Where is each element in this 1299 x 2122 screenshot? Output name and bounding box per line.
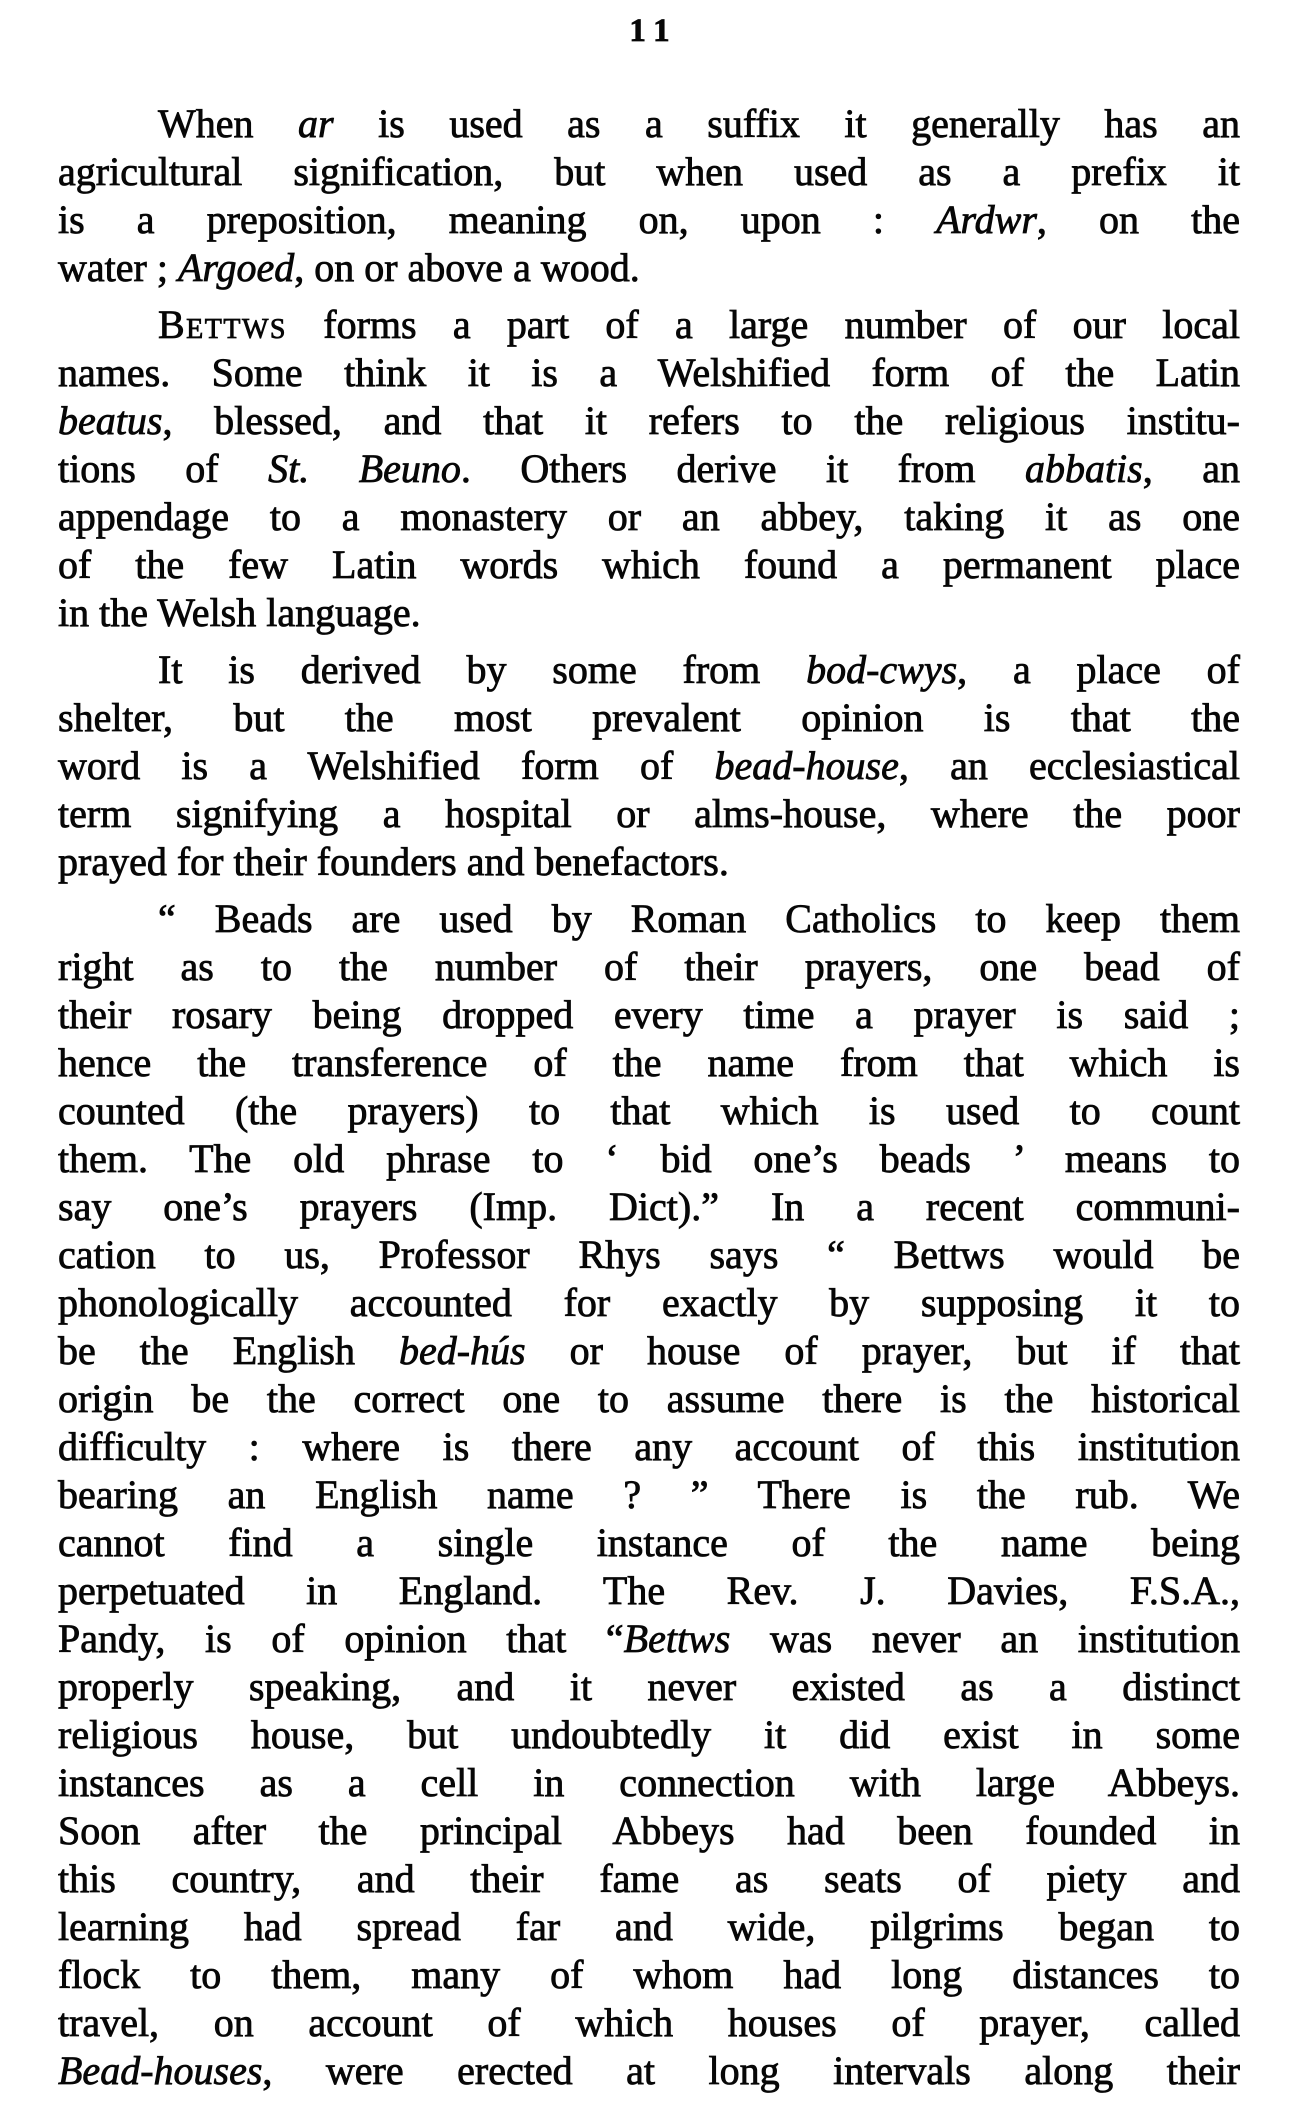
body-text: cannot find a single instance of the name being: [58, 1520, 1240, 1565]
body-text: water ;: [58, 245, 178, 290]
body-text: Pandy, is of opinion that “: [58, 1616, 624, 1661]
text-line: [58, 895, 1240, 943]
body-text: , on the: [1036, 197, 1241, 242]
body-text: them. The old phrase to ‘ bid one’s beads ’ means to: [58, 1136, 1240, 1181]
text-line: [58, 148, 1240, 196]
body-text: counted (the prayers) to that which is used to count: [58, 1088, 1240, 1133]
text-line: [58, 1183, 1240, 1231]
text-line: [58, 1135, 1240, 1183]
text-line: [58, 1759, 1240, 1807]
text-line: [58, 1999, 1240, 2047]
italic-text: Ardwr: [936, 197, 1037, 242]
text-line: [58, 397, 1240, 445]
text-line: [58, 1951, 1240, 1999]
body-text: , blessed, and that it refers to the religious institu-: [162, 398, 1240, 443]
body-text: difficulty : where is there any account of this institution: [58, 1424, 1240, 1469]
text-line: [58, 2047, 1240, 2095]
body-text: religious house, but undoubtedly it did exist in some: [58, 1712, 1240, 1757]
text-line: [58, 1567, 1240, 1615]
text-line: [58, 1663, 1240, 1711]
text-line: [58, 790, 1240, 838]
italic-text: bed-hús: [398, 1328, 526, 1373]
body-text: , were erected at long intervals along their: [262, 2048, 1240, 2093]
italic-text: bod-cwys: [806, 647, 958, 692]
text-line: [58, 445, 1240, 493]
body-text: is used as a suffix it generally has an: [333, 101, 1241, 146]
body-text: , a place of: [957, 647, 1240, 692]
text-line: [58, 1711, 1240, 1759]
text-line: [58, 1087, 1240, 1135]
body-text: forms a part of a large number of our local: [287, 302, 1240, 347]
italic-text: St. Beuno: [268, 446, 461, 491]
text-line: [58, 1039, 1240, 1087]
body-text: travel, on account of which houses of prayer, called: [58, 2000, 1240, 2045]
text-line: [58, 838, 1240, 886]
text-line: [58, 493, 1240, 541]
text-line: [58, 1615, 1240, 1663]
text-line: [58, 991, 1240, 1039]
body-text: names. Some think it is a Welshified form of the Latin: [58, 350, 1240, 395]
body-text: is a preposition, meaning on, upon :: [58, 197, 937, 242]
body-text: properly speaking, and it never existed as a distinct: [58, 1664, 1240, 1709]
body-text: perpetuated in England. The Rev. J. Davies, F.S.A.,: [58, 1568, 1240, 1613]
text-line: [58, 646, 1240, 694]
text-line: [58, 541, 1240, 589]
text-line: [58, 1855, 1240, 1903]
text-line: [58, 1231, 1240, 1279]
text-line: [58, 244, 1240, 292]
body-text: their rosary being dropped every time a prayer is said ;: [58, 992, 1240, 1037]
body-text: , an ecclesiastical: [898, 743, 1240, 788]
italic-text: Argoed: [177, 245, 295, 290]
body-text: or house of prayer, but if that: [525, 1328, 1240, 1373]
body-text: appendage to a monastery or an abbey, taking it as one: [58, 494, 1240, 539]
text-line: [58, 1327, 1240, 1375]
body-text: right as to the number of their prayers, one bead of: [58, 944, 1240, 989]
smallcaps-text: Bettws: [158, 302, 287, 347]
italic-text: ar: [298, 101, 334, 146]
text-line: [58, 1807, 1240, 1855]
italic-text: Bead-houses: [58, 2048, 263, 2093]
italic-text: bead-house: [714, 743, 899, 788]
body-text: “ Beads are used by Roman Catholics to keep them: [158, 896, 1240, 941]
body-text: hence the transference of the name from that which is: [58, 1040, 1240, 1085]
body-text: agricultural signification, but when used as a prefix it: [58, 149, 1240, 194]
text-line: [58, 1903, 1240, 1951]
text-line: [58, 1423, 1240, 1471]
page-body: [0, 100, 1299, 2095]
body-text: this country, and their fame as seats of piety and: [58, 1856, 1240, 1901]
body-text: bearing an English name ? ” There is the rub. We: [58, 1472, 1240, 1517]
paragraph: [58, 301, 1240, 637]
text-line: [58, 1375, 1240, 1423]
body-text: flock to them, many of whom had long distances to: [58, 1952, 1240, 1997]
body-text: cation to us, Professor Rhys says “ Bettws would be: [58, 1232, 1240, 1277]
body-text: in the Welsh language.: [58, 590, 421, 635]
text-line: [58, 1279, 1240, 1327]
body-text: , on or above a wood.: [294, 245, 640, 290]
body-text: phonologically accounted for exactly by supposing it to: [58, 1280, 1240, 1325]
body-text: learning had spread far and wide, pilgrims began to: [58, 1904, 1240, 1949]
text-line: [58, 196, 1240, 244]
paragraph: [58, 895, 1240, 2095]
body-text: word is a Welshified form of: [58, 743, 715, 788]
text-line: [58, 694, 1240, 742]
body-text: of the few Latin words which found a permanent place: [58, 542, 1240, 587]
text-line: [58, 349, 1240, 397]
text-line: [58, 943, 1240, 991]
body-text: say one’s prayers (Imp. Dict).” In a recent communi-: [58, 1184, 1240, 1229]
body-text: , an: [1142, 446, 1240, 491]
body-text: When: [158, 101, 299, 146]
body-text: be the English: [58, 1328, 399, 1373]
paragraph: [58, 100, 1240, 292]
paragraph: [58, 646, 1240, 886]
body-text: prayed for their founders and benefactors.: [58, 839, 729, 884]
body-text: origin be the correct one to assume there is the historical: [58, 1376, 1240, 1421]
body-text: term signifying a hospital or alms-house, where the poor: [58, 791, 1240, 836]
body-text: . Others derive it from: [460, 446, 1025, 491]
text-line: [58, 1471, 1240, 1519]
body-text: was never an institution: [730, 1616, 1240, 1661]
body-text: shelter, but the most prevalent opinion is that the: [58, 695, 1240, 740]
italic-text: beatus: [58, 398, 163, 443]
text-line: [58, 742, 1240, 790]
italic-text: Bettws: [623, 1616, 731, 1661]
text-line: [58, 1519, 1240, 1567]
body-text: instances as a cell in connection with large Abbeys.: [58, 1760, 1240, 1805]
text-line: [58, 100, 1240, 148]
text-line: [58, 301, 1240, 349]
text-line: [58, 589, 1240, 637]
body-text: tions of: [58, 446, 269, 491]
body-text: Soon after the principal Abbeys had been founded in: [58, 1808, 1240, 1853]
body-text: It is derived by some from: [158, 647, 807, 692]
page-number: 11: [629, 13, 679, 49]
italic-text: abbatis: [1024, 446, 1143, 491]
